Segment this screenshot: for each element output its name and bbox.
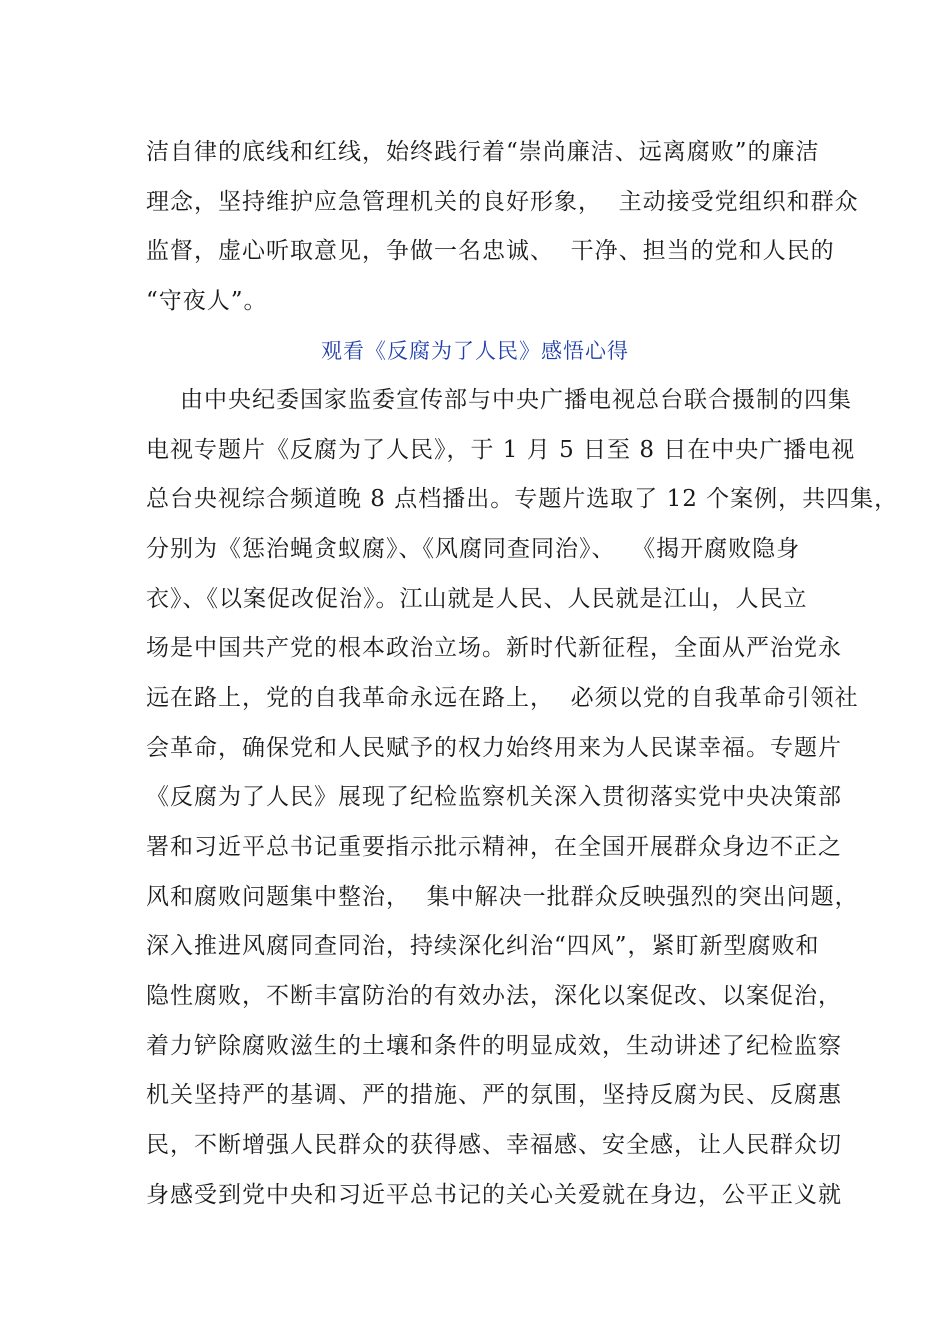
article-line: 民，不断增强人民群众的获得感、幸福感、安全感，让人民群众切 [146,1132,842,1158]
article-line: 风和腐败问题集中整治， 集中解决一批群众反映强烈的突出问题， [146,884,859,910]
article-line: 电视专题片《反腐为了人民》，于 1 月 5 日至 8 日在中央广播电视 [146,437,856,463]
article-line: 总台央视综合频道晚 8 点档播出。专题片选取了 12 个案例，共四集， [146,486,899,512]
prev-paragraph-line: 监督，虚心听取意见，争做一名忠诚、 干净、担当的党和人民的 [146,238,835,264]
article-line: 由中央纪委国家监委宣传部与中央广播电视总台联合摄制的四集 [180,387,852,413]
prev-paragraph-line: “守夜人”。 [146,288,268,314]
article-line: 《反腐为了人民》展现了纪检监察机关深入贯彻落实党中央决策部 [146,784,842,810]
article-line: 隐性腐败，不断丰富防治的有效办法，深化以案促改、以案促治， [146,983,842,1009]
article-line: 远在路上，党的自我革命永远在路上， 必须以党的自我革命引领社 [146,685,859,711]
article-line: 衣》、《以案促改促治》。江山就是人民、人民就是江山，人民立 [146,586,808,612]
article-line: 分别为《惩治蝇贪蚁腐》、《风腐同查同治》、 《揭开腐败隐身 [146,536,801,562]
article-line: 着力铲除腐败滋生的土壤和条件的明显成效，生动讲述了纪检监察 [146,1033,842,1059]
article-line: 机关坚持严的基调、严的措施、严的氛围，坚持反腐为民、反腐惠 [146,1082,842,1108]
article-title: 观看《反腐为了人民》感悟心得 [321,339,629,363]
article-line: 深入推进风腐同查同治，持续深化纠治“四风”，紧盯新型腐败和 [146,933,820,959]
article-line: 场是中国共产党的根本政治立场。新时代新征程，全面从严治党永 [146,635,842,661]
article-line: 身感受到党中央和习近平总书记的关心关爱就在身边，公平正义就 [146,1182,842,1208]
article-line: 会革命，确保党和人民赋予的权力始终用来为人民谋幸福。专题片 [146,735,842,761]
prev-paragraph-line: 洁自律的底线和红线，始终践行着“崇尚廉洁、远离腐败”的廉洁 [146,139,820,165]
article-line: 署和习近平总书记重要指示批示精神，在全国开展群众身边不正之 [146,834,842,860]
prev-paragraph-line: 理念，坚持维护应急管理机关的良好形象， 主动接受党组织和群众 [146,189,859,215]
